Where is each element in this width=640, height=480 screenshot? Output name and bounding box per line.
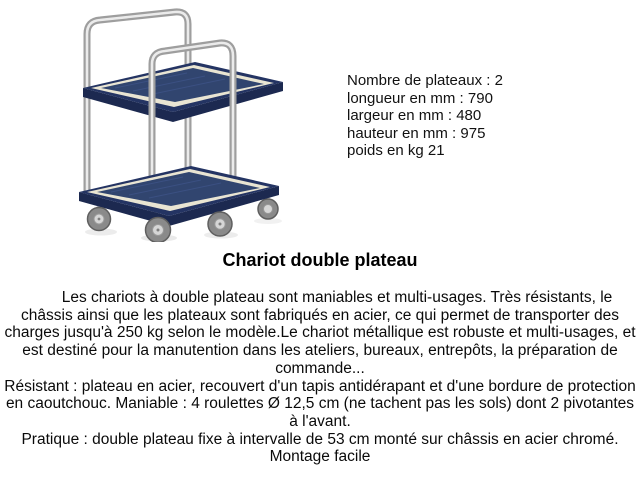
description-paragraph: Les chariots à double plateau sont maniables et multi-usages. Très résistants, le châssis ainsi que les plateaux sont fabriqués en acier, ce qui permet de transporter des charges jusqu'à 250 kg selon le modèle.Le chariot métallique est robuste et multi-usages, et est destiné pour la manutention dans les ateliers, bureaux, entrepôts, la préparation de commande... [4, 289, 636, 377]
product-title: Chariot double plateau [222, 250, 418, 270]
description-paragraph: Pratique : double plateau fixe à intervalle de 53 cm monté sur châssis en acier chromé. Montage facile [21, 430, 619, 466]
trolley-illustration [55, 2, 310, 242]
spec-line: hauteur en mm : 975 [347, 124, 486, 142]
spec-line: longueur en mm : 790 [347, 89, 493, 107]
product-description [4, 289, 636, 466]
wheel [88, 208, 111, 231]
top-platform [83, 62, 283, 122]
wheel [146, 218, 171, 243]
spec-line: poids en kg 21 [347, 142, 445, 159]
rear-wheel [258, 199, 278, 219]
spec-line: largeur en mm : 480 [347, 107, 482, 124]
spec-list [347, 72, 503, 160]
description-paragraph: Résistant : plateau en acier, recouvert d'un tapis antidérapant et d'une bordure de protection en caoutchouc. Maniable : 4 roulettes Ø 12,5 cm (ne tachent pas les sols) dont 2 pivotantes à l'avant. [4, 377, 636, 430]
spec-line: Nombre de plateaux : 2 [347, 72, 503, 89]
wheel [208, 212, 232, 236]
product-photo [55, 2, 310, 242]
